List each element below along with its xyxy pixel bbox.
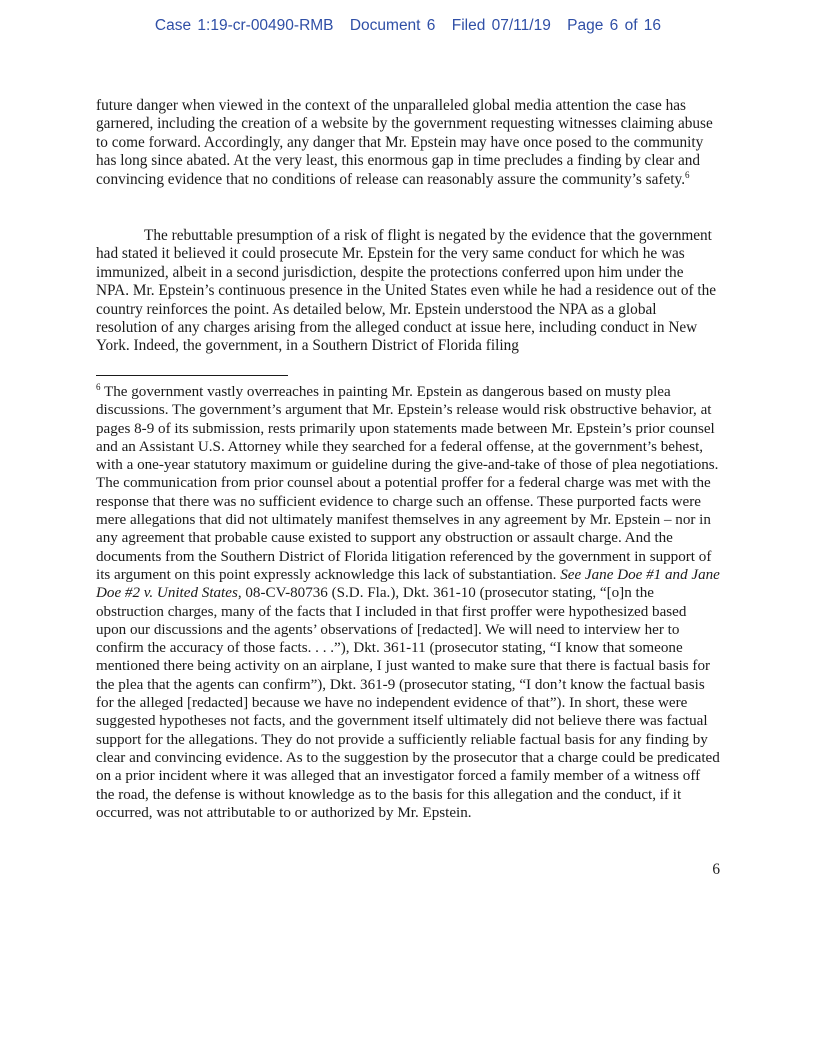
- body-paragraph-2: [96, 227, 720, 356]
- paragraph-text: The rebuttable presumption of a risk of flight is negated by the evidence that the government had stated it believed it could prosecute Mr. Epstein for the very same conduct for which he was immunized, albeit in a second jurisdiction, despite the protections conferred upon him under the NPA. Mr. Epstein’s continuous presence in the United States even while he had a residence out of the country reinforces the point. As detailed below, Mr. Epstein understood the NPA as a global resolution of any charges arising from the alleged conduct at issue here, including conduct in New York. Indeed, the government, in a Southern District of Florida filing: [96, 227, 717, 355]
- ecf-header: [0, 17, 816, 35]
- footnote-separator: [96, 375, 288, 376]
- body-paragraph-1: [96, 97, 720, 189]
- page-count: Page 6 of 16: [567, 17, 662, 34]
- paragraph-text: future danger when viewed in the context of the unparalleled global media attention the case has garnered, including the creation of a website by the government requesting witnesses claiming abuse to come forward. Accordingly, any danger that Mr. Epstein may have once posed to the community has long since abated. At the very least, this enormous gap in time precludes a finding by clear and convincing evidence that no conditions of release can reasonably assure the community’s safety.: [96, 97, 713, 188]
- footnote: [96, 383, 720, 822]
- footnote-text-1: The government vastly overreaches in painting Mr. Epstein as dangerous based on musty plea discussions. The government’s argument that Mr. Epstein’s release would risk obstructive behavior, at pages 8-9 of its submission, rests primarily upon statements made between Mr. Epstein’s prior counsel and an Assistant U.S. Attorney while they searched for a federal offense, at the government’s behest, with a one-year statutory maximum or guideline during the give-and-take of those of plea negotiations. The communication from prior counsel about a potential proffer for a federal charge was met with the response that there was no sufficient evidence to charge such an offense. These purported facts were mere allegations that did not ultimately manifest themselves in any agreement by Mr. Epstein – nor in any agreement that probable cause existed to support any obstruction or assault charge. And the documents from the Southern District of Florida litigation referenced by the government in support of its argument on this point expressly acknowledge this lack of substantiation.: [96, 384, 719, 583]
- footnote-number: 6: [96, 382, 101, 392]
- case-citation: See Jane Doe #1 and Jane Doe #2 v. United States: [96, 566, 720, 602]
- footnote-reference: 6: [685, 169, 690, 180]
- case-number: Case 1:19-cr-00490-RMB: [154, 17, 334, 34]
- footnote-text-2: , 08-CV-80736 (S.D. Fla.), Dkt. 361-10 (prosecutor stating, “[o]n the obstruction charges, many of the facts that I included in that first proffer were hypothesized based upon our discussions and the agents’ observations of [redacted]. We will need to interview her to confirm the accuracy of those facts. . . .”), Dkt. 361-11 (prosecutor stating, “I know that someone mentioned there being activity on an airplane, I just wanted to make sure that there is factual basis for the plea that the agents can confirm”), Dkt. 361-9 (prosecutor stating, “I don’t know the factual basis for the alleged [redacted] because we have no independent evidence of that”). In short, these were suggested hypotheses not facts, and the government itself ultimately did not believe there was factual support for the allegations. They do not provide a sufficiently reliable factual basis for any finding by clear and convincing evidence. As to the suggestion by the prosecutor that a charge could be predicated on a prior incident where it was alleged that an investigator forced a family member of a witness off the road, the defense is without knowledge as to the basis for this allegation and the conduct, if it occurred, was not attributable to or authorized by Mr. Epstein.: [96, 585, 720, 821]
- filed-date: Filed 07/11/19: [451, 17, 551, 34]
- page-number: 6: [712, 861, 720, 878]
- document-number: Document 6: [349, 17, 436, 34]
